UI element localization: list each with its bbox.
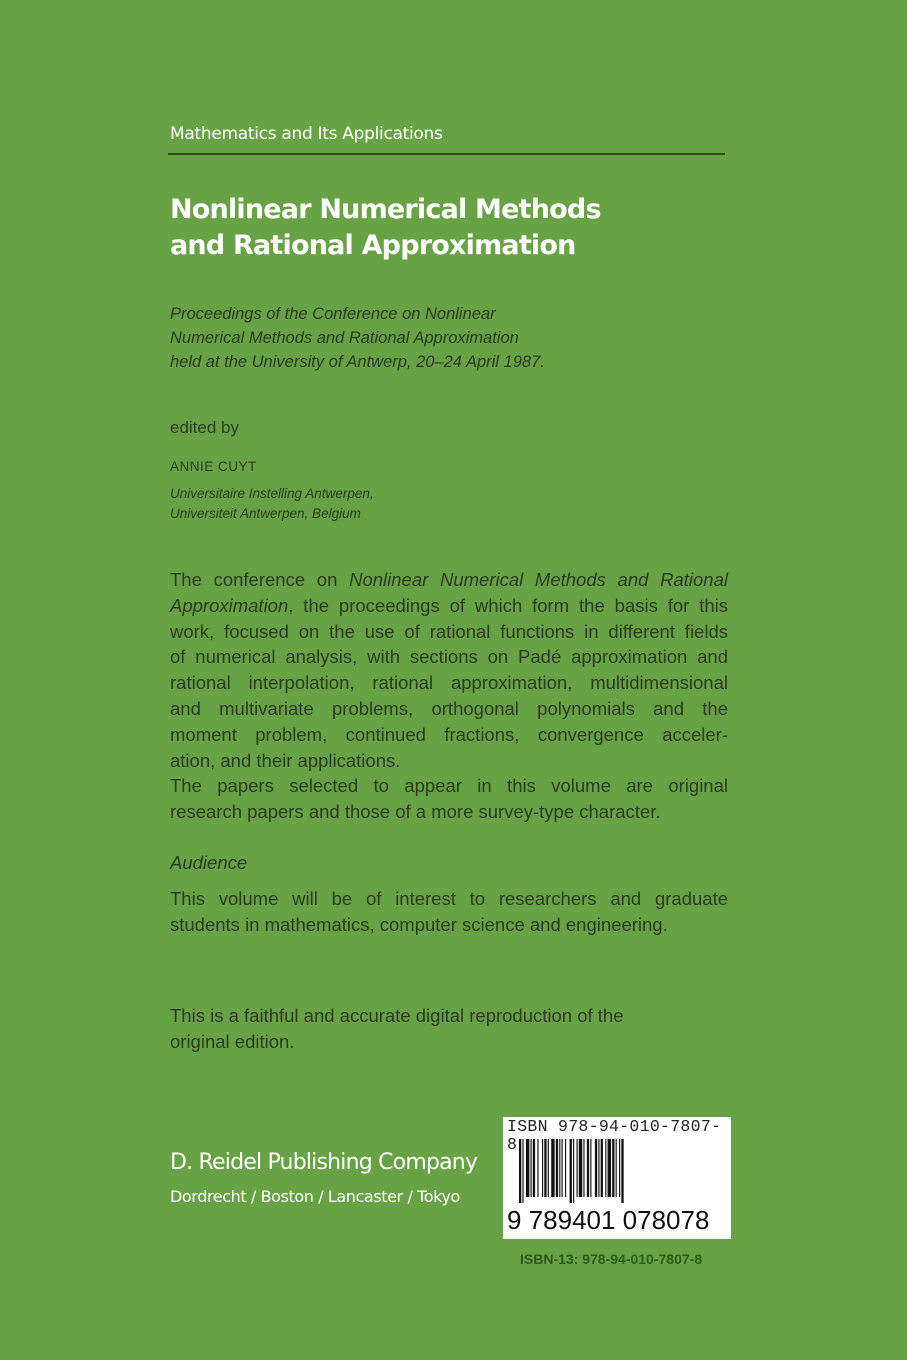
barcode-bar	[595, 1139, 597, 1197]
editor-name: ANNIE CUYT	[170, 459, 257, 474]
barcode-bar	[619, 1139, 620, 1197]
text-segment: , the proceedings of which form the basis for this	[288, 594, 728, 616]
text-line	[170, 799, 728, 825]
text-segment: research papers and those of a more survey-type character.	[170, 801, 661, 823]
text-segment: and multivariate problems, orthogonal polynomials and the	[170, 697, 728, 719]
barcode-bar	[533, 1139, 535, 1197]
barcode-bar	[616, 1139, 617, 1197]
text-line	[170, 886, 728, 912]
affiliation-line: Universiteit Antwerpen, Belgium	[170, 506, 361, 521]
edited-by: edited by	[170, 418, 239, 437]
text-segment: ation, and their applications.	[170, 749, 401, 771]
barcode-bar	[601, 1139, 603, 1197]
text-line	[170, 619, 728, 645]
barcode-bar	[612, 1139, 614, 1197]
affiliation-line: Universitaire Instelling Antwerpen,	[170, 486, 374, 501]
title-line: and Rational Approximation	[170, 230, 576, 261]
barcode-bar	[522, 1139, 523, 1203]
book-title	[170, 192, 601, 264]
text-line	[170, 696, 728, 722]
barcode-bar	[519, 1139, 521, 1203]
text-segment: Approximation	[170, 594, 289, 616]
barcode-bar	[551, 1139, 554, 1197]
text-line	[170, 722, 728, 748]
text-segment: rational interpolation, rational approximation, multidimensional	[170, 672, 728, 694]
barcode-bar	[579, 1139, 582, 1197]
barcode-isbn-text: ISBN 978-94-010-7807-8	[507, 1117, 722, 1154]
barcode-bar	[570, 1139, 572, 1203]
text-line	[170, 670, 728, 696]
text-segment: of numerical analysis, with sections on Padé approximation and	[170, 646, 728, 668]
isbn-13: ISBN-13: 978-94-010-7807-8	[520, 1251, 703, 1267]
editor-affiliation	[170, 484, 374, 524]
barcode-bar	[587, 1139, 589, 1197]
barcode-bar	[562, 1139, 563, 1197]
barcode-bar	[526, 1139, 529, 1197]
text-line	[170, 773, 728, 799]
barcode-bar	[565, 1139, 566, 1197]
barcode-bar	[598, 1139, 599, 1197]
reproduction-line: original edition.	[170, 1030, 295, 1052]
barcode-bar	[531, 1139, 532, 1197]
barcode-digits: 9 789401 078078	[507, 1205, 710, 1235]
text-line	[170, 912, 728, 938]
barcode-bar	[537, 1139, 538, 1197]
reproduction-line: This is a faithful and accurate digital reproduction of the	[170, 1005, 624, 1026]
barcode-bar	[559, 1139, 560, 1197]
text-segment: moment problem, continued fractions, convergence acceler-	[170, 723, 728, 745]
barcode-bar	[577, 1139, 578, 1197]
text-segment: This volume will be of interest to researchers and graduate	[170, 888, 728, 909]
barcode-bar	[542, 1139, 543, 1197]
text-segment: work, focused on the use of rational functions in different fields	[170, 620, 728, 642]
text-segment: students in mathematics, computer science and engineering.	[170, 913, 668, 935]
publisher-name: D. Reidel Publishing Company	[170, 1150, 478, 1175]
publisher-cities: Dordrecht / Boston / Lancaster / Tokyo	[170, 1187, 460, 1206]
proceedings-line: Proceedings of the Conference on Nonlinear	[170, 305, 496, 323]
barcode-bar	[621, 1139, 623, 1203]
description	[170, 567, 728, 825]
text-line	[170, 748, 728, 774]
barcode-bar	[590, 1139, 591, 1197]
barcode-bar	[548, 1139, 549, 1197]
barcode-bar	[605, 1139, 606, 1197]
text-segment: The papers selected to appear in this volume are original	[170, 775, 728, 797]
barcode-bar	[573, 1139, 574, 1203]
barcode-bar	[544, 1139, 546, 1197]
text-line	[170, 644, 728, 670]
text-line	[170, 593, 728, 619]
audience-heading: Audience	[170, 852, 248, 873]
series-name: Mathematics and Its Applications	[170, 124, 443, 144]
divider	[168, 153, 725, 155]
isbn-barcode	[503, 1117, 731, 1239]
barcode-bar	[556, 1139, 558, 1197]
barcode-bar	[608, 1139, 611, 1197]
text-line	[170, 567, 728, 593]
title-line: Nonlinear Numerical Methods	[170, 194, 601, 225]
barcode-bar	[583, 1139, 584, 1197]
reproduction-note	[170, 1003, 624, 1055]
proceedings-line: held at the University of Antwerp, 20–24 April 1987.	[170, 353, 545, 371]
barcode-bars	[519, 1139, 719, 1203]
proceedings-note	[170, 302, 545, 374]
audience-text	[170, 886, 728, 938]
proceedings-line: Numerical Methods and Rational Approximation	[170, 329, 519, 347]
text-segment: The conference on	[170, 569, 350, 590]
text-segment: Nonlinear Numerical Methods and Rational	[349, 569, 728, 590]
